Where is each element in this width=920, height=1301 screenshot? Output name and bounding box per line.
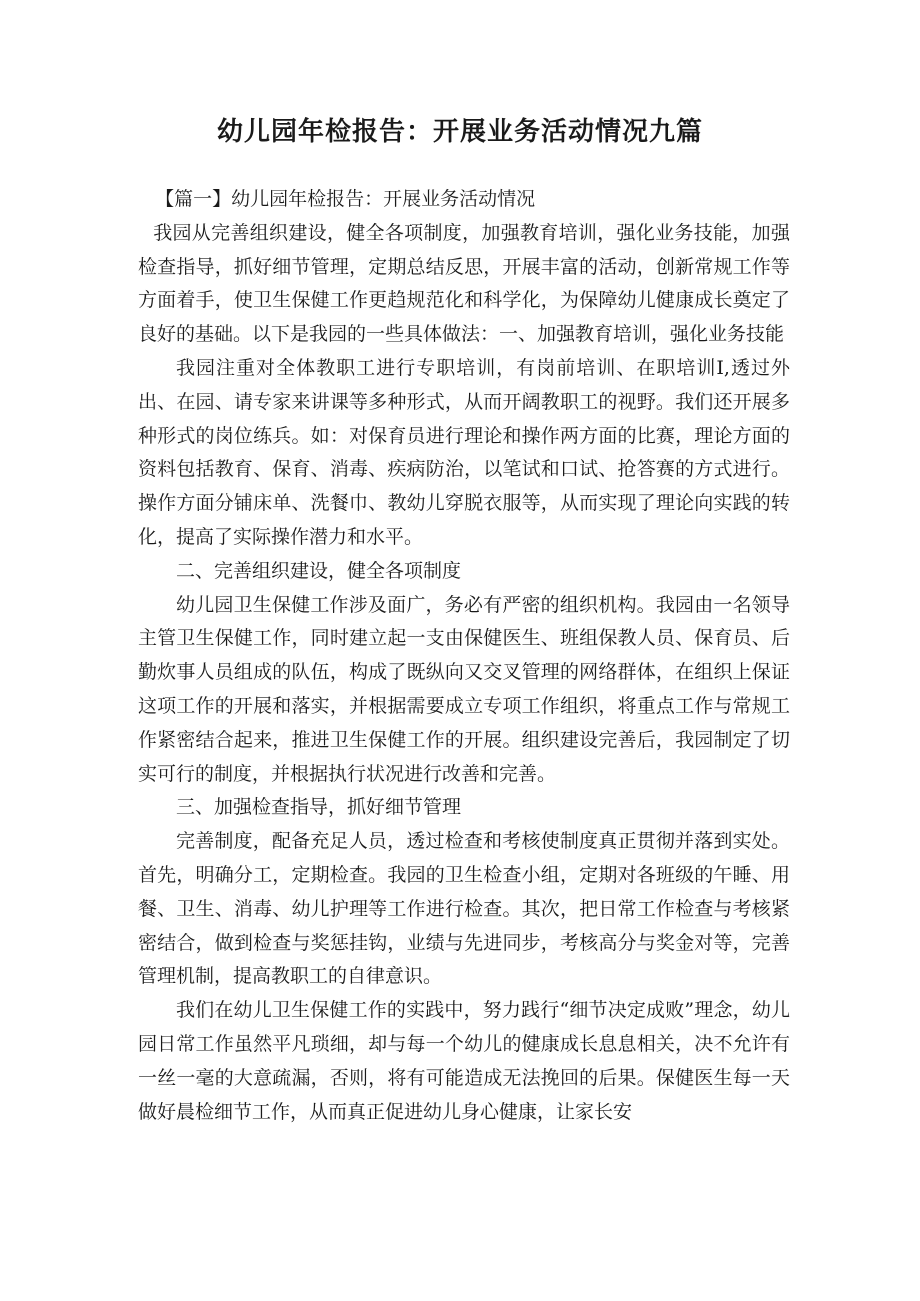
document-title: 幼儿园年检报告：开展业务活动情况九篇 bbox=[216, 117, 703, 147]
section-heading-1: 【篇一】幼儿园年检报告：开展业务活动情况 bbox=[155, 188, 536, 210]
section-heading-2: 二、完善组织建设，健全各项制度 bbox=[176, 559, 462, 582]
section-heading-3: 三、加强检查指导，抓好细节管理 bbox=[176, 796, 462, 819]
paragraph-training: 我园注重对全体教职工进行专职培训，有岗前培训、在职培训I,透过外出、在园、请专家来讲课等多种形式，从而开阔教职工的视野。我们还开展多种形式的岗位练兵。如：对保育员进行理论和操作两方面的比赛，理论方面的资料包括教育、保育、消毒、疾病防治，以笔试和口试、抢答赛的方式进行。操作方面分铺床单、洗餐巾、教幼儿穿脱衣服等，从而实现了理论向实践的转化，提高了实际操作潜力和水平。 bbox=[138, 356, 790, 548]
paragraph-inspection: 完善制度，配备充足人员，透过检查和考核使制度真正贯彻并落到实处。首先，明确分工，定期检查。我园的卫生检查小组，定期对各班级的午睡、用餐、卫生、消毒、幼儿护理等工作进行检查。其次，把日常工作检查与考核紧密结合，做到检查与奖惩挂钩，业绩与先进同步，考核高分与奖金对等，完善管理机制，提高教职工的自律意识。 bbox=[138, 830, 790, 988]
paragraph-details: 我们在幼儿卫生保健工作的实践中，努力践行“细节决定成败”理念，幼儿园日常工作虽然平凡琐细，却与每一个幼儿的健康成长息息相关，决不允许有一丝一毫的大意疏漏，否则，将有可能造成无法挽回的后果。保健医生每一天做好晨检细节工作，从而真正促进幼儿身心健康，让家长安 bbox=[138, 999, 790, 1123]
paragraph-organization: 幼儿园卫生保健工作涉及面广，务必有严密的组织机构。我园由一名领导主管卫生保健工作，同时建立起一支由保健医生、班组保教人员、保育员、后勤炊事人员组成的队伍，构成了既纵向又交叉管理的网络群体，在组织上保证这项工作的开展和落实，并根据需要成立专项工作组织，将重点工作与常规工作紧密结合起来，推进卫生保健工作的开展。组织建设完善后，我园制定了切实可行的制度，并根据执行状况进行改善和完善。 bbox=[138, 593, 790, 785]
document-body bbox=[138, 183, 790, 1129]
paragraph-intro: 我园从完善组织建设，健全各项制度，加强教育培训，强化业务技能，加强检查指导，抓好细节管理，定期总结反思，开展丰富的活动，创新常规工作等方面着手，使卫生保健工作更趋规范化和科学化，为保障幼儿健康成长奠定了良好的基础。以下是我园的一些具体做法：一、加强教育培训，强化业务技能 bbox=[138, 221, 790, 346]
